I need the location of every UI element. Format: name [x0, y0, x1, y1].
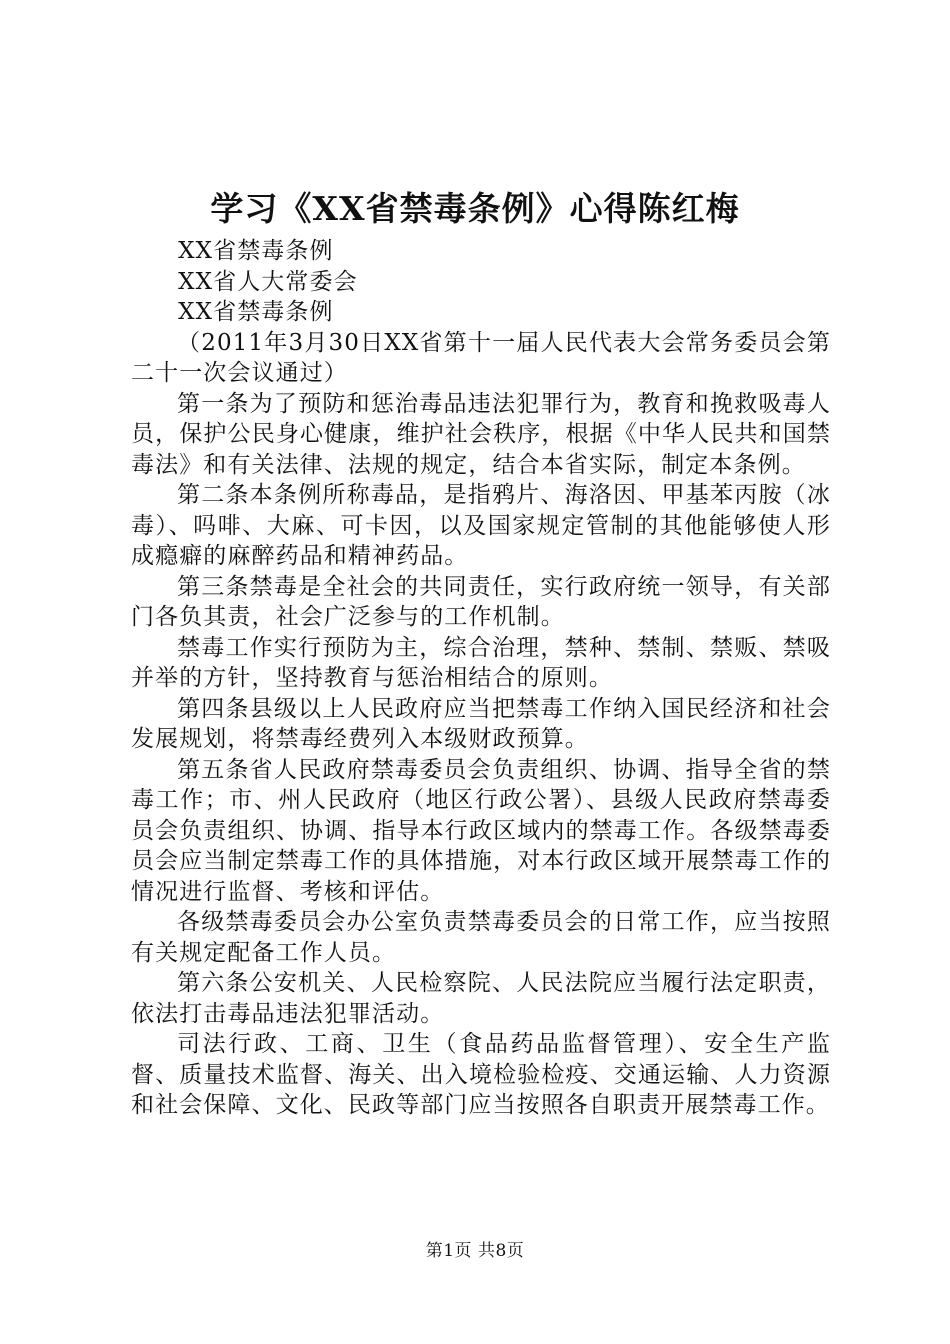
paragraph-article-5-continued: 各级禁毒委员会办公室负责禁毒委员会的日常工作，应当按照有关规定配备工作人员。	[131, 909, 831, 966]
paragraph-article-4: 第四条县级以上人民政府应当把禁毒工作纳入国民经济和社会发展规划，将禁毒经费列入本级财政预算。	[131, 695, 831, 752]
paragraph-law-name-repeat: XX省禁毒条例	[178, 299, 334, 325]
paragraph-issuer: XX省人大常委会	[178, 268, 358, 295]
paragraph-article-1: 第一条为了预防和惩治毒品违法犯罪行为，教育和挽救吸毒人员，保护公民身心健康，维护社会秩序，根据《中华人民共和国禁毒法》和有关法律、法规的规定，结合本省实际，制定本条例。	[131, 390, 831, 478]
paragraph-article-6-continued: 司法行政、工商、卫生（食品药品监督管理）、安全生产监督、质量技术监督、海关、出入境检验检疫、交通运输、人力资源和社会保障、文化、民政等部门应当按照各自职责开展禁毒工作。	[131, 1031, 831, 1118]
paragraph-law-name: XX省禁毒条例	[178, 238, 334, 264]
page-footer: 第1页 共8页	[425, 1241, 525, 1261]
document-title: 学习《XX省禁毒条例》心得陈红梅	[210, 189, 740, 228]
paragraph-article-3-continued: 禁毒工作实行预防为主，综合治理，禁种、禁制、禁贩、禁吸并举的方针，坚持教育与惩治相结合的原则。	[131, 634, 831, 691]
paragraph-article-3: 第三条禁毒是全社会的共同责任，实行政府统一领导，有关部门各负其责，社会广泛参与的工作机制。	[131, 573, 831, 630]
paragraph-article-5: 第五条省人民政府禁毒委员会负责组织、协调、指导全省的禁毒工作；市、州人民政府（地区行政公署）、县级人民政府禁毒委员会负责组织、协调、指导本行政区域内的禁毒工作。各级禁毒委员会应当制定禁毒工作的具体措施，对本行政区域开展禁毒工作的情况进行监督、考核和评估。	[131, 756, 831, 905]
paragraph-article-6: 第六条公安机关、人民检察院、人民法院应当履行法定职责，依法打击毒品违法犯罪活动。	[131, 970, 831, 1027]
paragraph-adoption-note: （2011年3月30日XX省第十一届人民代表大会常务委员会第二十一次会议通过）	[131, 329, 831, 386]
paragraph-article-2: 第二条本条例所称毒品，是指鸦片、海洛因、甲基苯丙胺（冰毒）、吗啡、大麻、可卡因，以及国家规定管制的其他能够使人形成瘾癖的麻醉药品和精神药品。	[131, 482, 831, 569]
document-body	[131, 236, 831, 1121]
